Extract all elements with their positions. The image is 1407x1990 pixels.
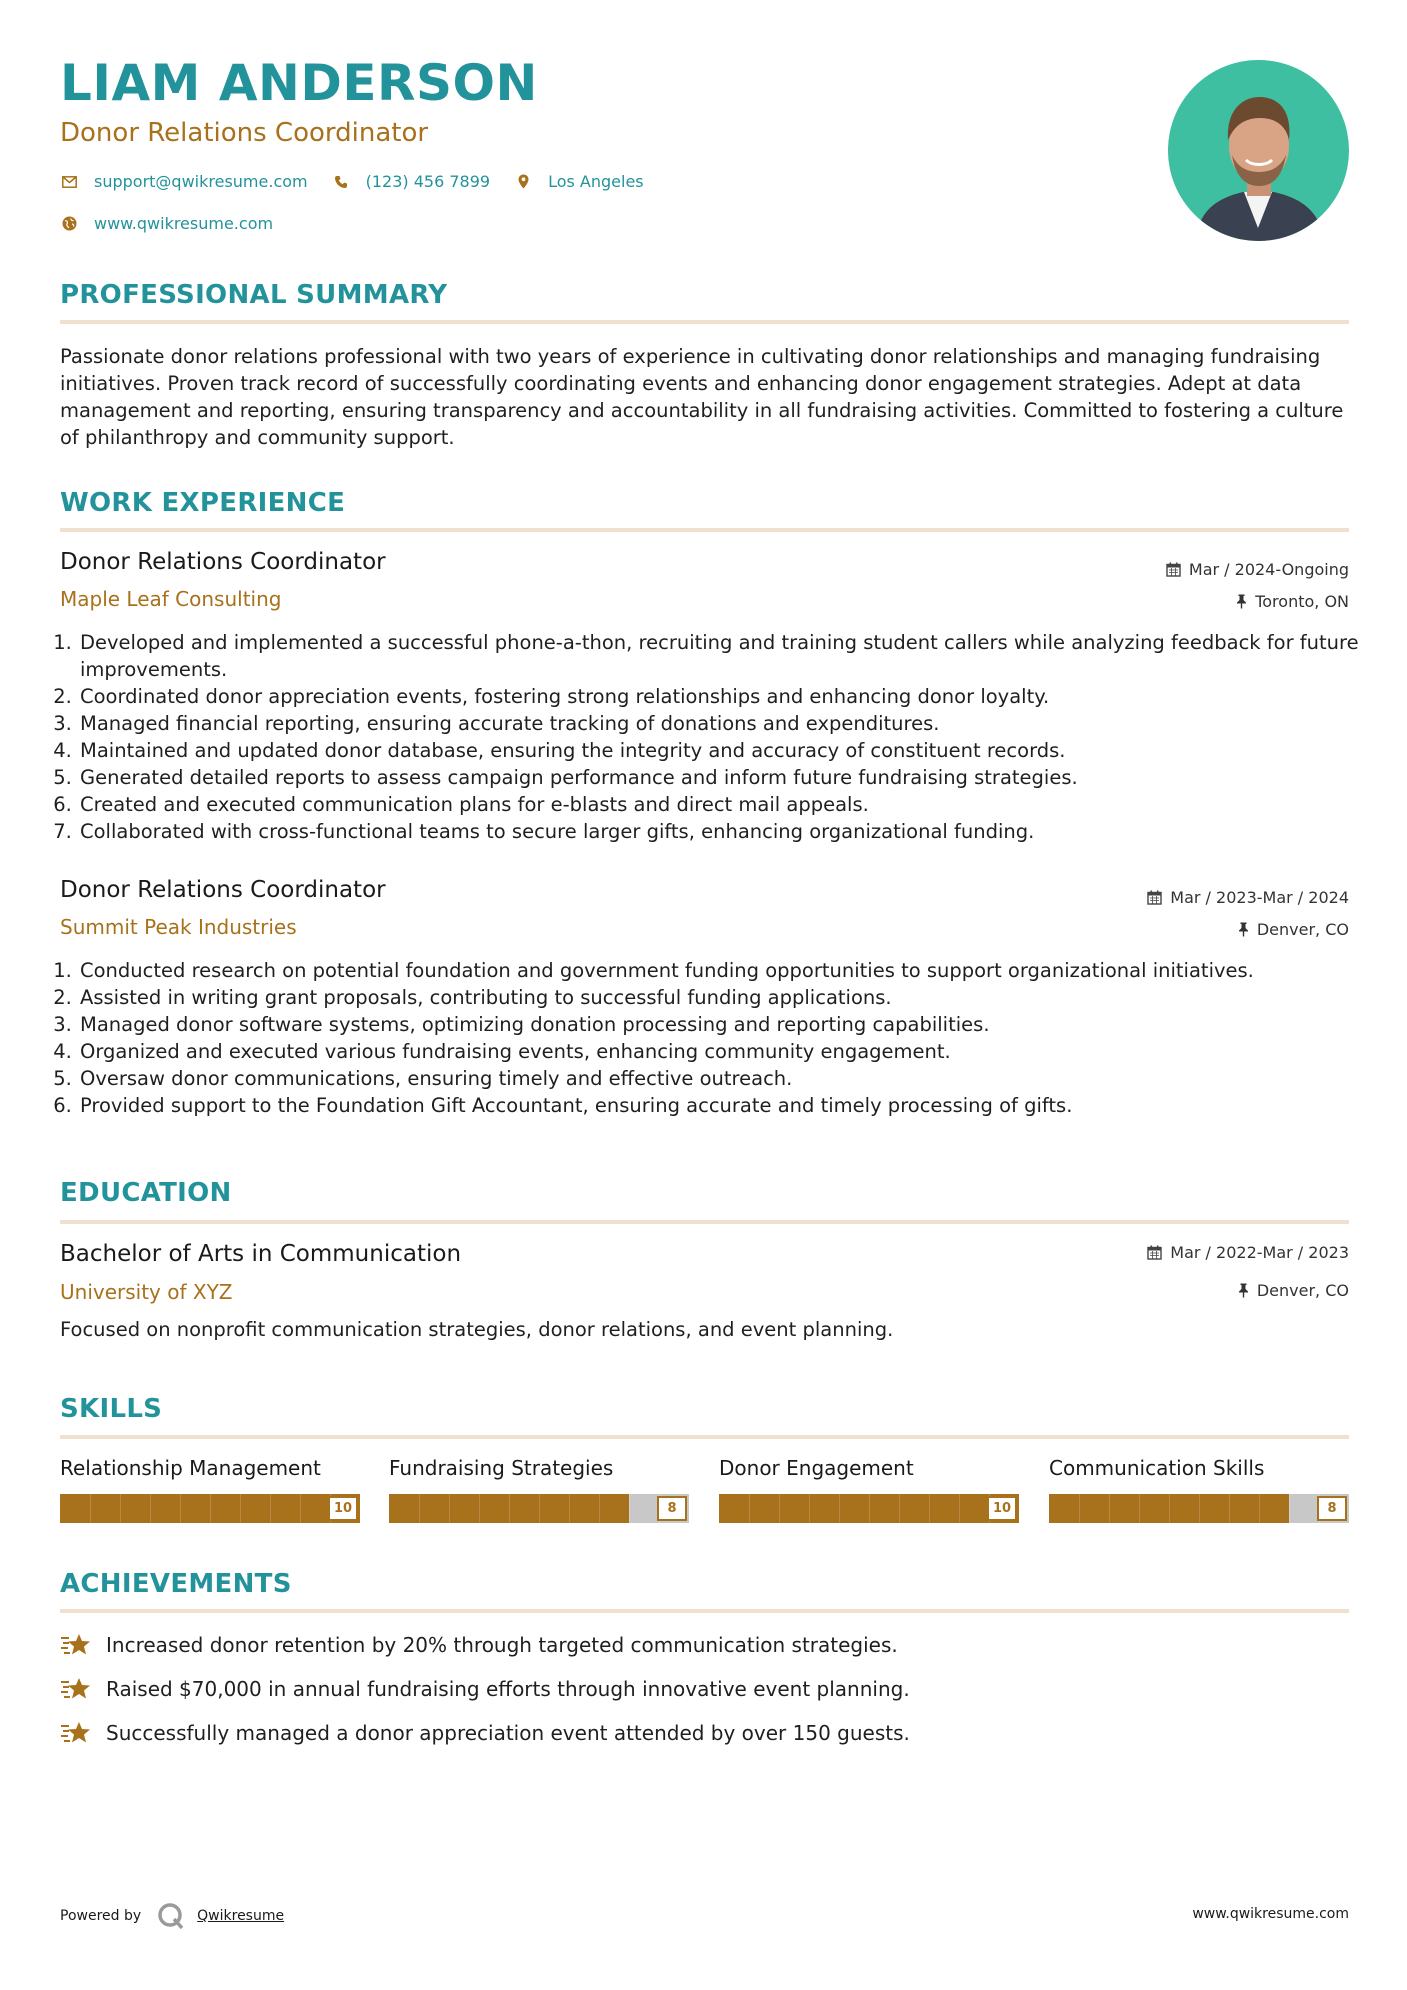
skill-bar-segment (959, 1494, 960, 1523)
education-date (1147, 1243, 1349, 1262)
work-divider (60, 528, 1349, 532)
pushpin-icon (1238, 1283, 1249, 1298)
education-location (1238, 1281, 1349, 1300)
globe-icon (60, 215, 78, 233)
star-icon (60, 1676, 92, 1702)
skill-bar-segment (929, 1494, 930, 1523)
skill-bar-segment (240, 1494, 241, 1523)
skill-name: Fundraising Strategies (389, 1456, 614, 1480)
job-location-text: Toronto, ON (1255, 592, 1349, 611)
skill-bar-segment (1229, 1494, 1230, 1523)
duty-item: 3. Managed donor software systems, optimizing donation processing and reporting capabilities. (78, 1011, 1367, 1038)
skill-bar-segment (1109, 1494, 1110, 1523)
skill-item (719, 1456, 1019, 1523)
skill-bar-segment (899, 1494, 900, 1523)
achievements-divider (60, 1609, 1349, 1613)
skill-bar-segment (749, 1494, 750, 1523)
job-location (1238, 920, 1349, 939)
summary-heading: PROFESSIONAL SUMMARY (60, 280, 448, 310)
skill-bar (389, 1494, 689, 1523)
skill-name: Relationship Management (60, 1456, 321, 1480)
job-company: Summit Peak Industries (60, 915, 297, 939)
skill-bar-segment (270, 1494, 271, 1523)
job-company: Maple Leaf Consulting (60, 587, 282, 611)
resume-page (60, 0, 1359, 1990)
job-title: Donor Relations Coordinator (60, 877, 386, 903)
star-icon (60, 1632, 92, 1658)
footer-powered-by (60, 1902, 284, 1930)
education-location-text: Denver, CO (1256, 1281, 1349, 1300)
skill-bar-segment (569, 1494, 570, 1523)
achievements-heading: ACHIEVEMENTS (60, 1569, 292, 1599)
skill-bar-segment (509, 1494, 510, 1523)
footer-website[interactable]: www.qwikresume.com (1192, 1906, 1349, 1922)
achievement-text: Raised $70,000 in annual fundraising efforts through innovative event planning. (106, 1677, 910, 1701)
skill-item (60, 1456, 360, 1523)
skill-bar-segment (419, 1494, 420, 1523)
job-title: Donor Relations Coordinator (60, 549, 386, 575)
skill-bar-segment (479, 1494, 480, 1523)
skill-item (389, 1456, 689, 1523)
map-pin-icon (514, 173, 532, 191)
education-description: Focused on nonprofit communication strategies, donor relations, and event planning. (60, 1318, 894, 1341)
skill-name: Donor Engagement (719, 1456, 914, 1480)
skills-heading: SKILLS (60, 1394, 163, 1424)
qwikresume-logo-icon (157, 1902, 185, 1930)
phone-icon (332, 173, 350, 191)
calendar-icon (1166, 562, 1181, 577)
skill-bar-segment (1259, 1494, 1260, 1523)
job-date (1147, 888, 1349, 907)
duty-item: 5. Generated detailed reports to assess campaign performance and inform future fundraising strategies. (78, 764, 1367, 791)
job-location-text: Denver, CO (1256, 920, 1349, 939)
job-location (1236, 592, 1349, 611)
skill-bar-segment (1199, 1494, 1200, 1523)
website-text: www.qwikresume.com (94, 214, 274, 233)
skill-bar-segment (449, 1494, 450, 1523)
duty-item: 4. Organized and executed various fundraising events, enhancing community engagement. (78, 1038, 1367, 1065)
contact-email[interactable] (60, 172, 308, 191)
skill-bar (719, 1494, 1019, 1523)
skill-bar-segment (539, 1494, 540, 1523)
summary-divider (60, 320, 1349, 324)
skill-bar-segment (599, 1494, 600, 1523)
pushpin-icon (1236, 594, 1247, 609)
candidate-name: LIAM ANDERSON (60, 54, 538, 112)
job-date-text: Mar / 2024-Ongoing (1188, 560, 1349, 579)
skill-bar-segment (1139, 1494, 1140, 1523)
job-duties-list (60, 629, 1367, 845)
skill-level-badge: 10 (987, 1496, 1017, 1521)
duty-item: 7. Collaborated with cross-functional teams to secure larger gifts, enhancing organizational funding. (78, 818, 1367, 845)
contact-location (514, 172, 644, 191)
skill-bar-segment (180, 1494, 181, 1523)
powered-by-label: Powered by (60, 1908, 142, 1924)
job-date (1166, 560, 1349, 579)
skill-bar-segment (869, 1494, 870, 1523)
skill-level-badge: 10 (328, 1496, 358, 1521)
qwikresume-link[interactable]: Qwikresume (197, 1908, 285, 1924)
education-heading: EDUCATION (60, 1178, 232, 1208)
skill-bar-segment (779, 1494, 780, 1523)
contact-row (60, 172, 668, 191)
skill-bar-segment (1169, 1494, 1170, 1523)
location-text: Los Angeles (548, 172, 644, 191)
education-divider (60, 1220, 1349, 1224)
skill-bar-segment (150, 1494, 151, 1523)
skill-level-badge: 8 (1317, 1496, 1347, 1521)
skill-bar-segment (839, 1494, 840, 1523)
summary-text: Passionate donor relations professional with two years of experience in cultivating donor relationships and managing fundraising initiatives. Proven track record of successfully coordinating events and enhancing donor engagement strategies. Adept at data management and reporting, ensuring transparency and accountability in all fundraising activities. Committed to fostering a culture of philanthropy and community support. (60, 345, 1344, 449)
achievement-text: Successfully managed a donor appreciation event attended by over 150 guests. (106, 1721, 910, 1745)
duty-item: 1. Developed and implemented a successful phone-a-thon, recruiting and training student callers while analyzing feedback for future improvements. (78, 629, 1367, 683)
skill-item (1049, 1456, 1349, 1523)
profile-photo (1168, 60, 1349, 241)
skill-bar (1049, 1494, 1349, 1523)
achievement-item (60, 1632, 898, 1658)
skill-bar-segment (1079, 1494, 1080, 1523)
job-duties-list (60, 957, 1367, 1119)
duty-item: 5. Oversaw donor communications, ensuring timely and effective outreach. (78, 1065, 1367, 1092)
contact-website[interactable] (60, 214, 273, 233)
skill-bar-segment (90, 1494, 91, 1523)
skill-bar-segment (120, 1494, 121, 1523)
duty-item: 3. Managed financial reporting, ensuring accurate tracking of donations and expenditures. (78, 710, 1367, 737)
star-icon (60, 1720, 92, 1746)
work-heading: WORK EXPERIENCE (60, 488, 346, 518)
degree-title: Bachelor of Arts in Communication (60, 1241, 462, 1267)
skills-divider (60, 1435, 1349, 1439)
job-date-text: Mar / 2023-Mar / 2024 (1170, 888, 1349, 907)
candidate-role: Donor Relations Coordinator (60, 118, 429, 148)
skill-level-badge: 8 (657, 1496, 687, 1521)
envelope-icon (60, 173, 78, 191)
duty-item: 2. Coordinated donor appreciation events, fostering strong relationships and enhancing donor loyalty. (78, 683, 1367, 710)
pushpin-icon (1238, 922, 1249, 937)
duty-item: 4. Maintained and updated donor database, ensuring the integrity and accuracy of constituent records. (78, 737, 1367, 764)
skill-bar-segment (629, 1494, 630, 1523)
phone-text: (123) 456 7899 (365, 172, 491, 191)
contact-phone[interactable] (332, 172, 490, 191)
achievement-item (60, 1676, 910, 1702)
skill-bar-segment (300, 1494, 301, 1523)
duty-item: 2. Assisted in writing grant proposals, contributing to successful funding applications. (78, 984, 1367, 1011)
duty-item: 6. Created and executed communication plans for e-blasts and direct mail appeals. (78, 791, 1367, 818)
school-name: University of XYZ (60, 1280, 233, 1304)
skill-bar-segment (1289, 1494, 1290, 1523)
calendar-icon (1147, 890, 1162, 905)
duty-item: 1. Conducted research on potential foundation and government funding opportunities to support organizational initiatives. (78, 957, 1367, 984)
skill-name: Communication Skills (1049, 1456, 1265, 1480)
calendar-icon (1147, 1245, 1162, 1260)
skill-bar (60, 1494, 360, 1523)
skill-bar-segment (210, 1494, 211, 1523)
achievement-text: Increased donor retention by 20% through targeted communication strategies. (106, 1633, 898, 1657)
duty-item: 6. Provided support to the Foundation Gift Accountant, ensuring accurate and timely processing of gifts. (78, 1092, 1367, 1119)
education-date-text: Mar / 2022-Mar / 2023 (1170, 1243, 1349, 1262)
email-text: support@qwikresume.com (94, 172, 308, 191)
skill-bar-segment (809, 1494, 810, 1523)
achievement-item (60, 1720, 910, 1746)
contact-row-website (60, 214, 297, 233)
